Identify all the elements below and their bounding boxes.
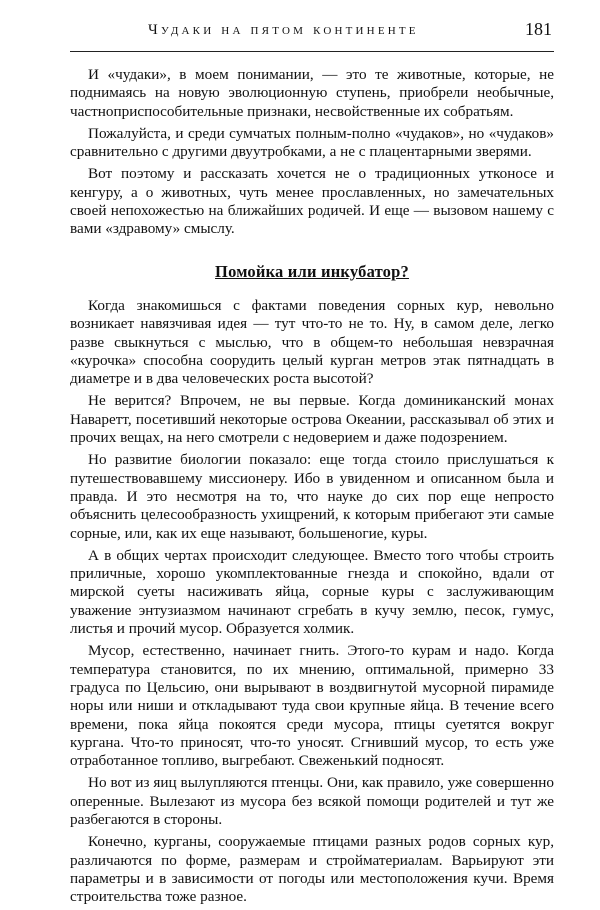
running-title: Чудаки на пятом континенте bbox=[148, 22, 419, 38]
paragraph: Мусор, естественно, начинает гнить. Этого-то курам и надо. Когда температура становится, по их мнению, оптимальной, примерно 33 градуса по Цельсию, они вырывают в воздвигнутой мусорной пирамиде норы или ниши и откладывают туда свои крупные яйца. В течение всего времени, пока яйца покоятся среди мусора, птицы суетятся вокруг кургана. Что-то приносят, что-то уносят. Сгнивший мусор, то есть уже отработанное топливо, выгребают. Свеженький подносят. bbox=[70, 642, 554, 770]
paragraph: Но вот из яиц вылупляются птенцы. Они, как правило, уже совершенно оперенные. Вылезают из мусора без всякой помощи родителей и тут же разбегаются в стороны. bbox=[70, 774, 554, 828]
page-number: 181 bbox=[525, 19, 552, 39]
page-body bbox=[70, 66, 554, 910]
paragraph: Но развитие биологии показало: еще тогда стоило прислушаться к путешествовавшему миссионеру. Ибо в увиденном и описанном была и правда. И это несмотря на то, что науке до сих пор еще непросто объяснить целесообразность ухищрений, к которым прибегают эти самые сорные, или, как их еще называют, большеногие, куры. bbox=[70, 451, 554, 542]
paragraph: И «чудаки», в моем понимании, — это те животные, которые, не поднимаясь на новую эволюционную ступень, приобрели необычные, частноприспособительные признаки, несвойственные их собратьям. bbox=[70, 66, 554, 120]
paragraph: Конечно, курганы, сооружаемые птицами разных родов сорных кур, различаются по форме, размерам и стройматериалам. Варьируют эти параметры и в зависимости от погоды или местоположения кучи. Время строительства тоже разное. bbox=[70, 833, 554, 906]
running-header bbox=[70, 12, 554, 52]
paragraph: Не верится? Впрочем, не вы первые. Когда доминиканский монах Наваретт, посетивший некоторые острова Океании, рассказывал об этих и прочих вещах, на него смотрели с недоверием и даже подозрением. bbox=[70, 392, 554, 447]
paragraph: Вот поэтому и рассказать хочется не о традиционных утконосе и кенгуру, а о животных, чуть менее прославленных, но замечательных своей непохожестью на ближайших родичей. И еще — вызовом нашему с вами «здравому» смыслу. bbox=[70, 165, 554, 238]
paragraph: Когда знакомишься с фактами поведения сорных кур, невольно возникает навязчивая идея — тут что-то не то. Ну, в самом деле, легко разве свыкнуться с мыслью, что в общем-то небольшая невзрачная «курочка» способна соорудить целый курган метров этак пятнадцать в диаметре и в два человеческих роста высотой? bbox=[70, 296, 554, 388]
section-heading: Помойка или инкубатор? bbox=[215, 261, 409, 281]
paragraph: А в общих чертах происходит следующее. Вместо того чтобы строить приличные, хорошо укомплектованные гнезда и спокойно, вдали от мирской суеты насиживать яйца, сорные куры с заслуживающим уважение энтузиазмом начинают сгребать в кучу землю, песок, гумус, листья и прочий мусор. Образуется холмик. bbox=[70, 546, 554, 638]
paragraph: Пожалуйста, и среди сумчатых полным-полно «чудаков», но «чудаков» сравнительно с другими двуутробками, а не с плацентарными зверями. bbox=[70, 124, 554, 161]
